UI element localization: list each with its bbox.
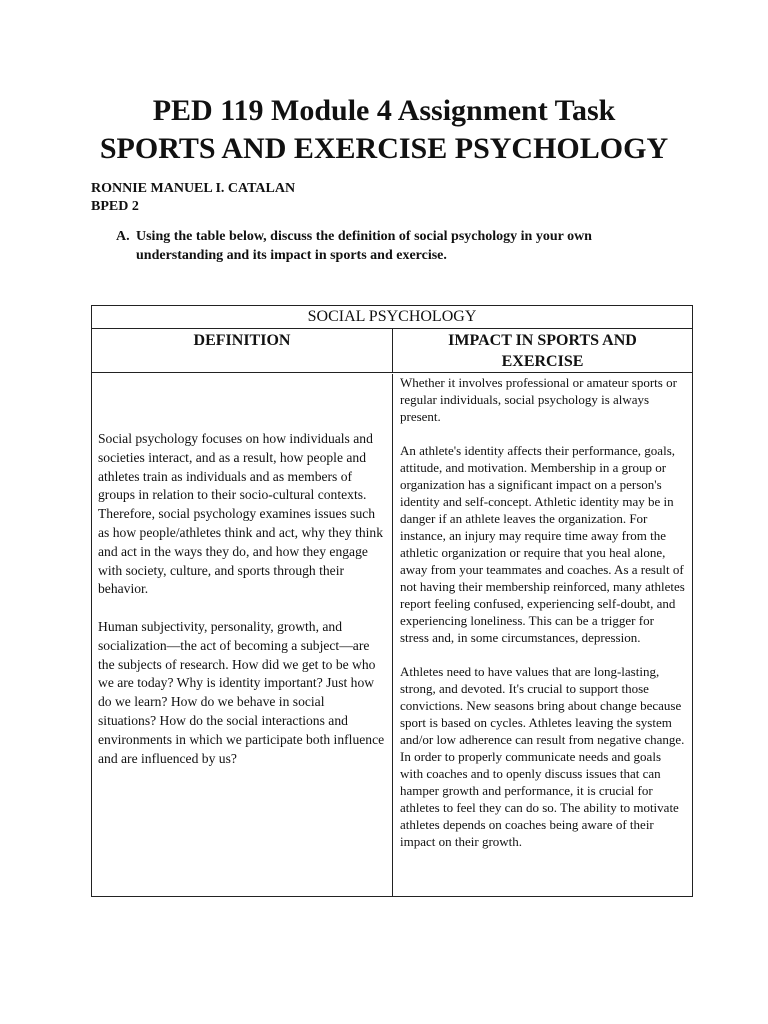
document-title: PED 119 Module 4 Assignment Task xyxy=(152,94,616,127)
impact-paragraph: An athlete's identity affects their performance, goals, attitude, and motivation. Membership in a group or organization has a significant impact on a person's identity and self-concept. Athletic identity may be in danger if an athlete leaves the organization. For instance, an injury may require time away from the athletic organization or require that you heal alone, away from your teammates and coaches. As a result of not having their membership reinforced, many athletes report feeling confused, experiencing self-doubt, and experiencing loneliness. This can be a trigger for stress and, in some circumstances, depression. xyxy=(400,443,685,645)
social-psychology-table xyxy=(91,305,693,897)
impact-cell xyxy=(393,374,692,896)
document-subtitle: SPORTS AND EXERCISE PSYCHOLOGY xyxy=(99,132,669,165)
author-name: RONNIE MANUEL I. CATALAN xyxy=(91,181,296,196)
impact-paragraph: Athletes need to have values that are long-lasting, strong, and devoted. It's crucial to support those convictions. New seasons bring about change because sport is based on cycles. Athletes leaving the system and/or low adherence can result from negative change. In order to properly communicate needs and goals with coaches and to openly discuss issues that can hamper growth and performance, it is crucial for athletes to feel they can do so. The ability to motivate athletes depends on coaches being aware of their impact on their growth. xyxy=(400,664,685,849)
impact-paragraph: Whether it involves professional or amateur sports or regular individuals, social psychology is always present. xyxy=(400,375,677,424)
course-label: BPED 2 xyxy=(91,199,139,214)
column-header-impact: IMPACT IN SPORTS AND EXERCISE xyxy=(393,329,692,373)
instruction-item xyxy=(116,228,656,265)
column-header-definition: DEFINITION xyxy=(92,329,393,373)
instruction-text: Using the table below, discuss the definition of social psychology in your own understanding and its impact in sports and exercise. xyxy=(136,229,592,263)
definition-cell xyxy=(92,374,393,896)
instruction-marker: A. xyxy=(116,229,130,244)
table-title: SOCIAL PSYCHOLOGY xyxy=(92,306,692,329)
definition-paragraph: Human subjectivity, personality, growth, and socialization—the act of becoming a subject—are the subjects of research. How did we get to be who we are today? Why is identity important? Just how do we learn? How do we behave in social situations? How do the social interactions and environments in which we participate both influence and are influenced by us? xyxy=(98,618,385,766)
definition-paragraph: Social psychology focuses on how individuals and societies interact, and as a result, how people and athletes train as individuals and as members of groups in relation to their socio-cultural contexts. Therefore, social psychology examines issues such as how people/athletes think and act, why they think and act in the ways they do, and how they engage with society, culture, and sports through their behavior. xyxy=(98,431,384,597)
